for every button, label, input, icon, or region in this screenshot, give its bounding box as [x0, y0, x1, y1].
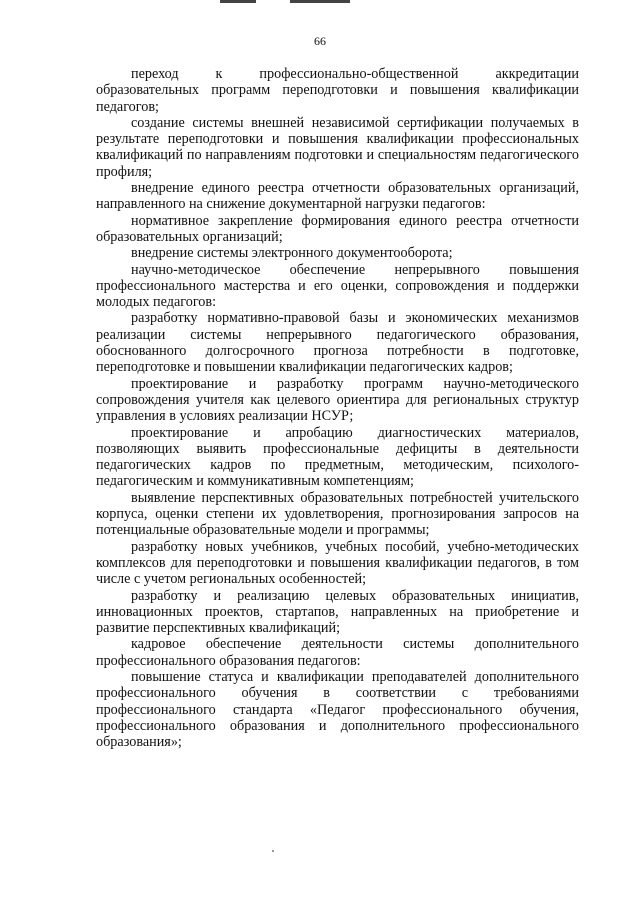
paragraph: нормативное закрепление формирования единого реестра отчетности образовательных организаций; — [96, 212, 579, 245]
paragraph: разработку нормативно-правовой базы и экономических механизмов реализации системы непрерывного педагогического образования, обоснованного долгосрочного прогноза потребности в подготовке, переподготовке и повышении квалификации педагогических кадров; — [96, 310, 579, 376]
scan-speck — [272, 850, 274, 852]
paragraph: проектирование и разработку программ научно-методического сопровождения учителя как целевого ориентира для региональных структур управления в условиях реализации НСУР; — [96, 375, 579, 425]
scan-edge-mark — [220, 0, 256, 3]
paragraph: внедрение системы электронного документооборота; — [131, 245, 453, 262]
page-number: 66 — [314, 34, 326, 48]
paragraph: внедрение единого реестра отчетности образовательных организаций, направленного на снижение документарной нагрузки педагогов: — [96, 180, 579, 213]
paragraph: разработку новых учебников, учебных пособий, учебно-методических комплексов для переподготовки и повышения квалификации педагогов, в том числе с учетом региональных особенностей; — [96, 538, 579, 588]
document-body — [96, 66, 579, 750]
paragraph: переход к профессионально-общественной аккредитации образовательных программ переподготовки и повышения квалификации педагогов; — [96, 66, 579, 115]
paragraph: создание системы внешней независимой сертификации получаемых в результате переподготовки и повышения квалификации профессиональных квалификаций по направлениям подготовки и специальностям педагогического профиля; — [96, 114, 579, 180]
paragraph: проектирование и апробацию диагностических материалов, позволяющих выявить профессиональные дефициты в деятельности педагогических кадров по предметным, методическим, психолого-педагогическим и коммуникативным компетенциям; — [96, 424, 579, 490]
scan-edge-mark — [290, 0, 350, 3]
paragraph: научно-методическое обеспечение непрерывного повышения профессионального мастерства и его оценки, сопровождения и поддержки молодых педагогов: — [96, 261, 579, 311]
paragraph: выявление перспективных образовательных потребностей учительского корпуса, оценки степени их удовлетворения, прогнозирования запросов на потенциальные образовательные модели и программы; — [96, 489, 579, 539]
paragraph: повышение статуса и квалификации преподавателей дополнительного профессионального обучения в соответствии с требованиями профессионального стандарта «Педагог профессионального обучения, профессионального образования и дополнительного профессионального образования»; — [96, 668, 579, 751]
paragraph: разработку и реализацию целевых образовательных инициатив, инновационных проектов, стартапов, направленных на приобретение и развитие перспективных квалификаций; — [96, 587, 579, 637]
paragraph: кадровое обеспечение деятельности системы дополнительного профессионального образования педагогов: — [96, 636, 579, 669]
